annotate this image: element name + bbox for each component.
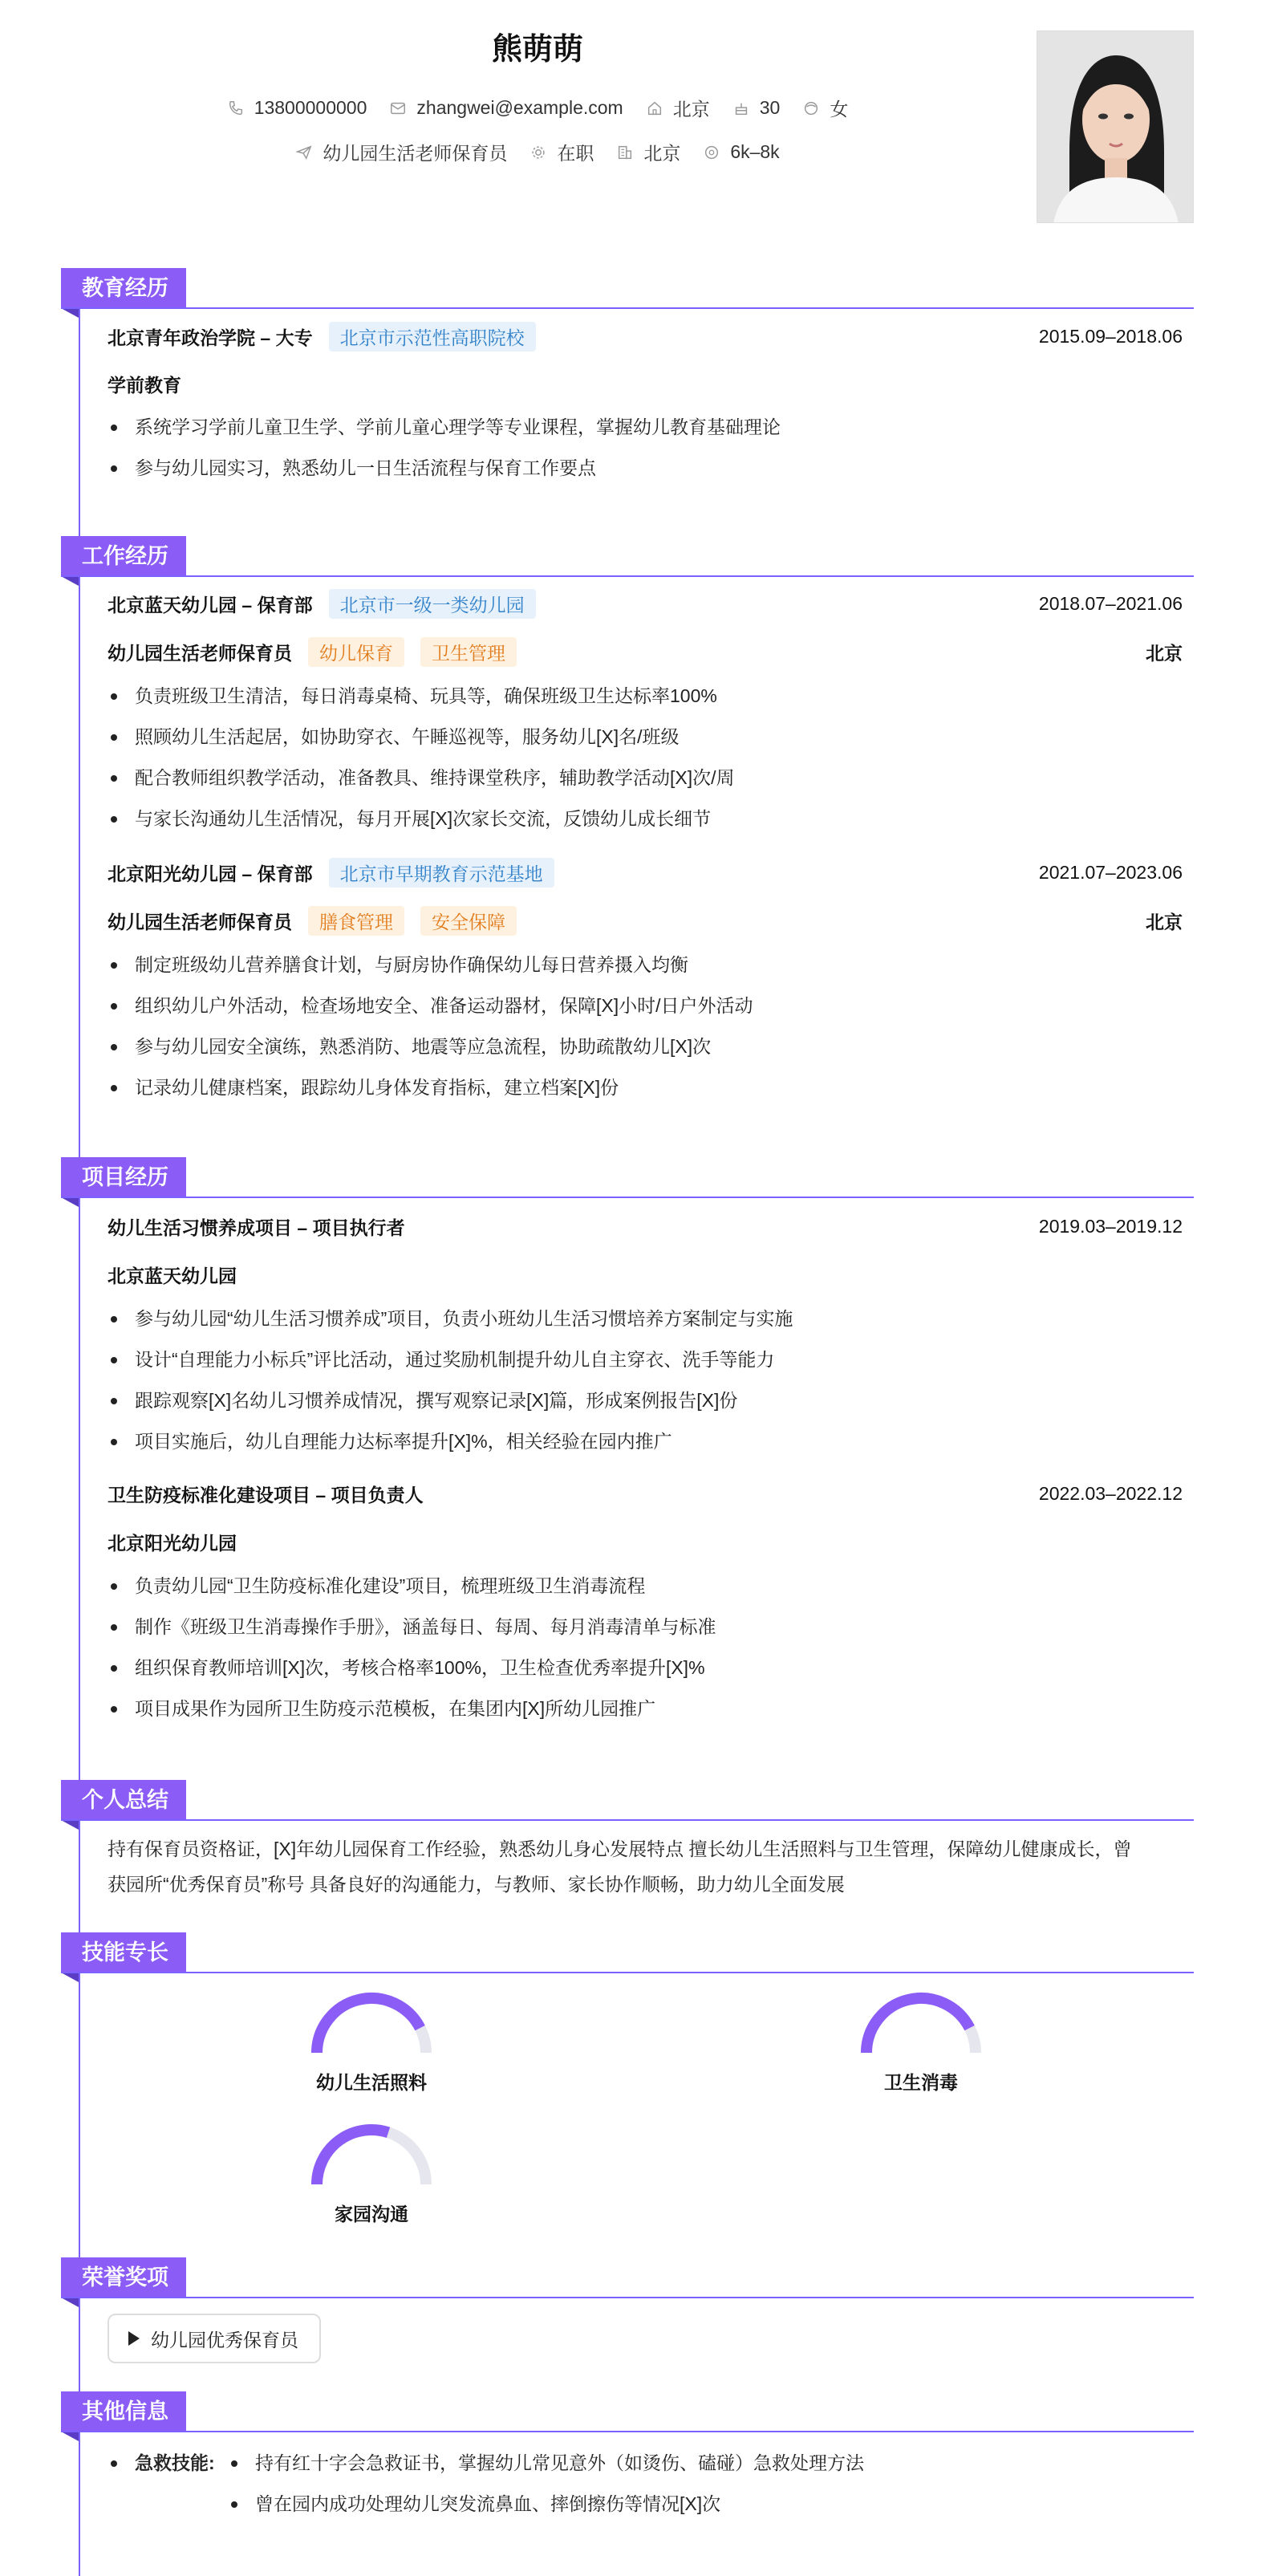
role-name: 幼儿园生活老师保育员 [108,642,292,664]
honor-text: 幼儿园优秀保育员 [151,2329,298,2350]
list-item: 项目成果作为园所卫生防疫示范模板，在集团内[X]所幼儿园推广 [108,1688,1194,1729]
company-tag: 北京市早期教育示范基地 [329,858,554,888]
skill-name: 卫生消毒 [884,2072,958,2093]
list-item: 参与幼儿园实习，熟悉幼儿一日生活流程与保育工作要点 [108,448,1194,489]
job-row [0,139,1075,165]
summary-line: 获园所“优秀保育员”称号 具备良好的沟通能力，与教师、家长协作顺畅，助力幼儿全面发展 [108,1874,845,1895]
gear-icon [529,144,547,161]
honors-section [61,2257,1194,2362]
project-org: 北京蓝天幼儿园 [108,1265,237,1286]
skill-gauge-fill [317,2130,388,2184]
work-bullets [108,945,1194,1108]
gender-item [802,95,848,121]
project-org-row [108,1258,1194,1290]
skill-tag: 卫生管理 [420,637,517,667]
skill-name: 幼儿生活照料 [316,2072,427,2093]
building-icon [616,144,634,161]
company-row [108,587,1194,620]
education-title: 教育经历 [61,268,186,308]
status-item [529,139,594,165]
skill-tag: 膳食管理 [308,906,404,936]
gender-icon [802,100,820,117]
portrait-image [1037,31,1194,223]
project-org: 北京阳光幼儿园 [108,1532,237,1554]
school-name: 北京青年政治学院 – 大专 [108,327,313,348]
candidate-name: 熊萌萌 [491,33,583,67]
company-row [108,856,1194,888]
email-text: zhangwei@example.com [416,97,623,118]
phone-text: 13800000000 [254,97,367,118]
role-row [108,904,1194,937]
skill-item [291,2120,452,2226]
education-section [61,268,1194,501]
list-item: 负责幼儿园“卫生防疫标准化建设”项目，梳理班级卫生消毒流程 [108,1566,1194,1607]
list-item: 项目实施后，幼儿自理能力达标率提升[X]%，相关经验在园内推广 [108,1421,1194,1462]
section-divider [61,2297,1194,2298]
work-date: 2018.07–2021.06 [1038,592,1183,614]
list-item: 配合教师组织教学活动，准备教具、维持课堂秩序，辅助教学活动[X]次/周 [108,758,1194,798]
skill-gauge-fill [866,1998,970,2053]
company-name: 北京蓝天幼儿园 – 保育部 [108,594,313,616]
education-header [61,268,1194,310]
project-bullets [108,1566,1194,1729]
other-section [61,2391,1194,2536]
honors-title: 荣誉奖项 [61,2257,186,2298]
education-date: 2015.09–2018.06 [1038,325,1183,347]
list-item: 跟踪观察[X]名幼儿习惯养成情况，撰写观察记录[X]篇，形成案例报告[X]份 [108,1380,1194,1421]
education-bullets [108,407,1194,489]
major-name: 学前教育 [108,374,181,396]
city-item [646,95,710,121]
list-item: 记录幼儿健康档案，跟踪幼儿身体发育指标，建立档案[X]份 [108,1067,1194,1108]
project-section [61,1157,1194,1751]
work-location: 北京 [1146,911,1183,932]
other-title: 其他信息 [61,2391,186,2432]
education-school-row [108,320,1194,352]
age-text: 30 [759,97,781,118]
work-title: 工作经历 [61,536,186,576]
role-row [108,636,1194,668]
project-entry-1 [108,1210,1194,1462]
work-entry-2 [108,856,1194,1108]
company-tag: 北京市一级一类幼儿园 [329,589,536,619]
list-item: 照顾幼儿生活起居，如协助穿衣、午睡巡视等，服务幼儿[X]名/班级 [108,717,1194,758]
target-city-text: 北京 [643,143,681,164]
work-date: 2021.07–2023.06 [1038,861,1183,883]
project-name: 幼儿生活习惯养成项目 – 项目执行者 [108,1217,405,1238]
section-divider [61,1972,1194,1973]
summary-title: 个人总结 [61,1780,186,1820]
list-item: 制作《班级卫生消毒操作手册》，涵盖每日、每周、每月消毒清单与标准 [108,1607,1194,1648]
project-name-row [108,1210,1194,1242]
work-section [61,536,1194,1114]
company-name: 北京阳光幼儿园 – 保育部 [108,863,313,884]
project-date: 2022.03–2022.12 [1038,1482,1183,1504]
other-label-list [108,2443,228,2525]
section-divider [61,1819,1194,1821]
list-item: 参与幼儿园安全演练，熟悉消防、地震等应急流程，协助疏散幼儿[X]次 [108,1026,1194,1067]
skill-gauge [307,2120,436,2186]
list-item: 曾在园内成功处理幼儿突发流鼻血、摔倒擦伤等情况[X]次 [228,2484,864,2525]
section-divider [61,2431,1194,2432]
list-item: 设计“自理能力小标兵”评比活动，通过奖励机制提升幼儿自主穿衣、洗手等能力 [108,1339,1194,1380]
city-text: 北京 [672,99,710,120]
school-tag: 北京市示范性高职院校 [329,322,536,351]
section-divider [61,575,1194,577]
mail-icon [389,100,407,117]
other-items [228,2443,864,2525]
coin-icon [703,144,720,161]
skill-item [841,1989,1001,2095]
profile-photo [1037,30,1194,223]
skill-gauge-fill [317,1998,420,2053]
contact-row [0,95,1075,121]
work-location: 北京 [1146,642,1183,664]
role-name: 幼儿园生活老师保育员 [108,911,292,932]
skills-section [61,1932,1194,2245]
skill-tag: 安全保障 [420,906,517,936]
list-item: 参与幼儿园“幼儿生活习惯养成”项目，负责小班幼儿生活习惯培养方案制定与实施 [108,1298,1194,1339]
project-title: 项目经历 [61,1157,186,1197]
position-item [295,139,507,165]
skill-name: 家园沟通 [335,2204,408,2225]
other-row [108,2443,1194,2525]
project-header [61,1157,1194,1199]
status-text: 在职 [557,143,594,164]
honor-item [108,2314,321,2363]
work-header [61,536,1194,578]
education-entry [108,320,1194,489]
work-entry-1 [108,587,1194,839]
salary-text: 6k–8k [730,141,780,162]
list-item: 与家长沟通幼儿生活情况，每月开展[X]次家长交流，反馈幼儿成长细节 [108,798,1194,839]
list-item: 系统学习学前儿童卫生学、学前儿童心理学等专业课程，掌握幼儿教育基础理论 [108,407,1194,448]
skill-gauge [857,1989,985,2054]
list-item: 组织幼儿户外活动，检查场地安全、准备运动器材，保障[X]小时/日户外活动 [108,985,1194,1026]
home-icon [646,100,663,117]
major-row [108,368,1194,400]
project-bullets [108,1298,1194,1462]
summary-line: 持有保育员资格证，[X]年幼儿园保育工作经验，熟悉幼儿身心发展特点 擅长幼儿生活照料与卫生管理，保障幼儿健康成长，曾 [108,1839,1132,1859]
summary-text [108,1831,1194,1902]
position-text: 幼儿园生活老师保育员 [323,143,508,164]
list-item: 制定班级幼儿营养膳食计划，与厨房协作确保幼儿每日营养摄入均衡 [108,945,1194,985]
section-divider [61,1197,1194,1198]
section-divider [61,307,1194,309]
summary-header [61,1780,1194,1822]
skills-title: 技能专长 [61,1932,186,1973]
summary-section [61,1780,1194,1908]
project-org-row [108,1526,1194,1558]
honors-header [61,2257,1194,2299]
project-date: 2019.03–2019.12 [1038,1215,1183,1237]
play-icon [128,2331,140,2346]
list-item: 组织保育教师培训[X]次，考核合格率100%，卫生检查优秀率提升[X]% [108,1648,1194,1688]
other-header [61,2391,1194,2433]
list-item: 负责班级卫生清洁，每日消毒桌椅、玩具等，确保班级卫生达标率100% [108,676,1194,717]
email-item [389,97,623,119]
skill-tag: 幼儿保育 [308,637,404,667]
list-item: 持有红十字会急救证书，掌握幼儿常见意外（如烫伤、磕碰）急救处理方法 [228,2443,864,2484]
project-entry-2 [108,1477,1194,1729]
other-label: 急救技能: [108,2443,228,2484]
other-content [108,2443,1194,2525]
cake-icon [732,100,750,117]
skills-header [61,1932,1194,1974]
resume-header [0,0,1274,241]
phone-icon [227,100,245,117]
salary-item [703,141,779,163]
skill-gauge [307,1989,436,2054]
project-name-row [108,1477,1194,1509]
gender-text: 女 [830,99,849,120]
work-bullets [108,676,1194,839]
age-item [732,97,781,119]
project-name: 卫生防疫标准化建设项目 – 项目负责人 [108,1484,424,1505]
target-city-item [616,139,680,165]
send-icon [295,144,313,161]
skill-item [291,1989,452,2095]
phone-item [227,97,367,119]
